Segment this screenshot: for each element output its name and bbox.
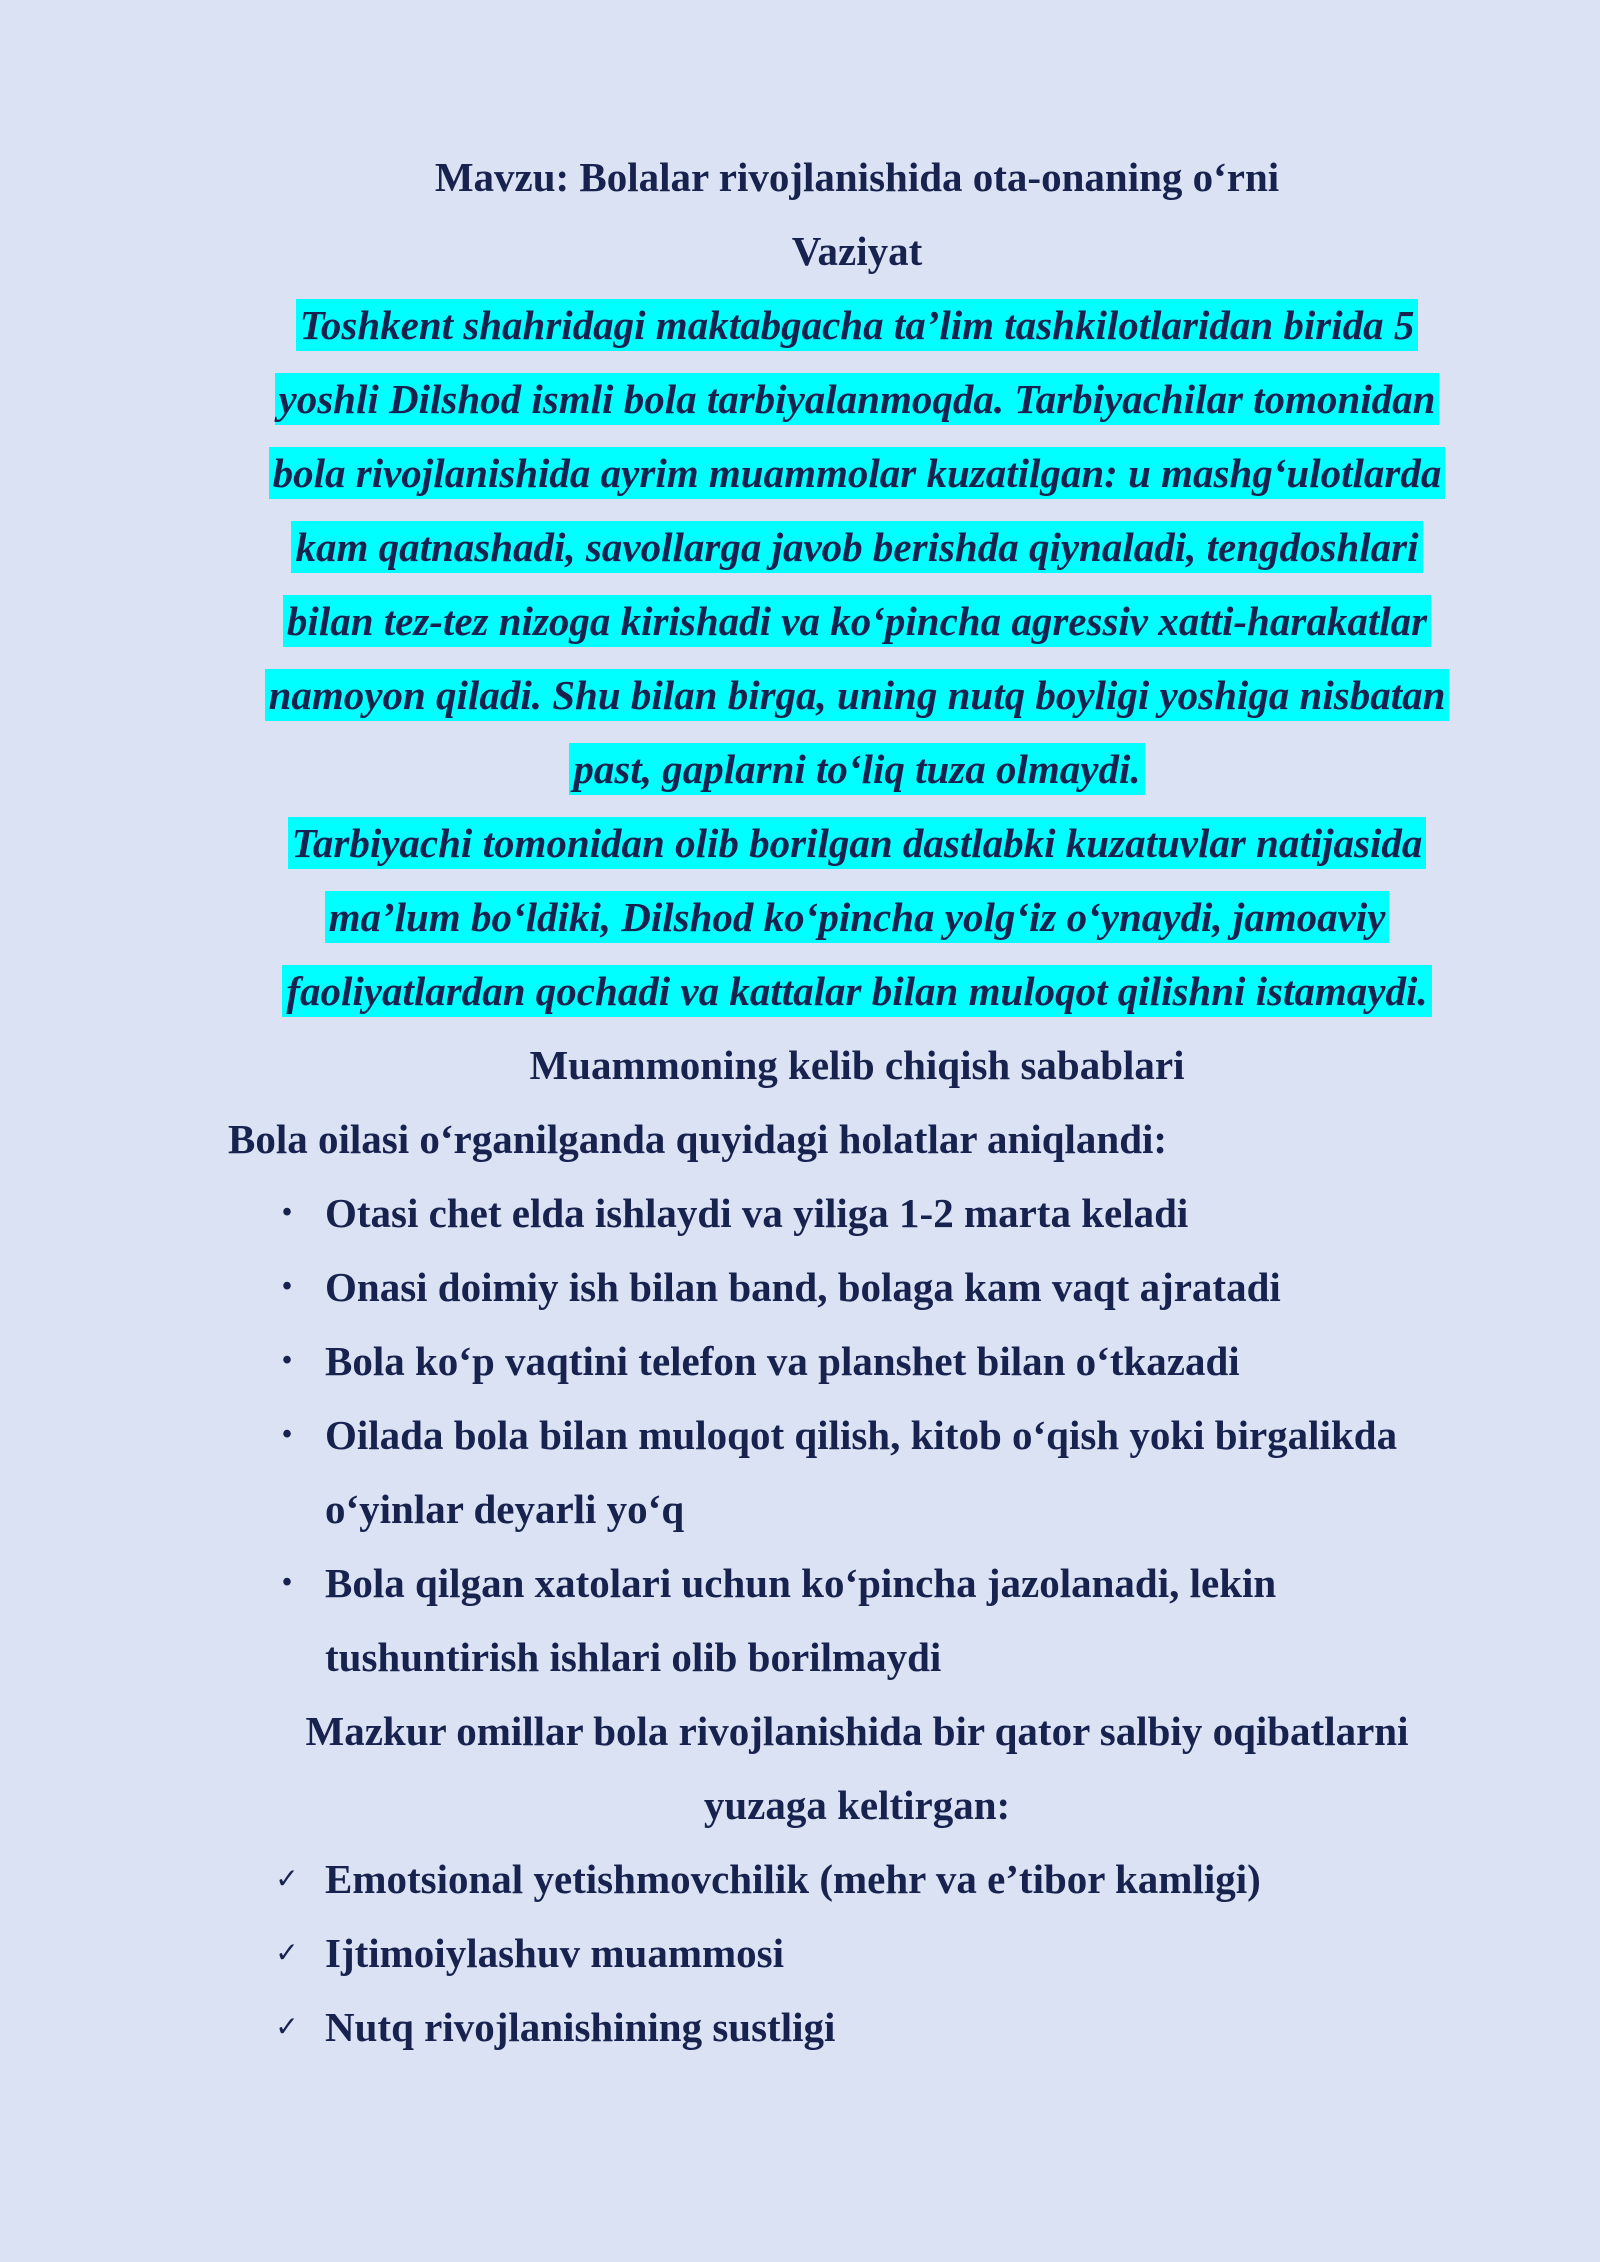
list-item [228, 1176, 1486, 1250]
checkmark-icon: ✓ [275, 1862, 299, 1895]
list-item-text: Oilada bola bilan muloqot qilish, kitob o‘qish yoki birgalikda [325, 1412, 1398, 1458]
list-item-text: Otasi chet elda ishlaydi va yiliga 1-2 marta keladi [325, 1190, 1189, 1236]
list-item [228, 1398, 1486, 1546]
situation-line: bola rivojlanishida ayrim muammolar kuzatilgan: u mashg‘ulotlarda [269, 447, 1446, 499]
list-item-text: Emotsional yetishmovchilik (mehr va e’tibor kamligi) [325, 1856, 1261, 1902]
situation-line: Toshkent shahridagi maktabgacha ta’lim tashkilotlaridan birida 5 [296, 299, 1419, 351]
list-item-text: o‘yinlar deyarli yo‘q [325, 1486, 685, 1532]
situation-line: kam qatnashadi, savollarga javob berishda qiynaladi, tengdoshlari [291, 521, 1422, 573]
situation-line: past, gaplarni to‘liq tuza olmaydi. [569, 743, 1144, 795]
document-title: Mavzu: Bolalar rivojlanishida ota-onaning o‘rni [434, 154, 1280, 200]
document-body [228, 140, 1486, 2064]
list-item [228, 1250, 1486, 1324]
situation-line: namoyon qiladi. Shu bilan birga, uning nutq boyligi yoshiga nisbatan [265, 669, 1450, 721]
situation-heading: Vaziyat [791, 228, 923, 274]
causes-heading: Muammoning kelib chiqish sabablari [529, 1042, 1185, 1088]
bullet-icon: • [282, 1419, 292, 1450]
observation-line: Tarbiyachi tomonidan olib borilgan dastlabki kuzatuvlar natijasida [288, 817, 1427, 869]
observation-line: ma’lum bo‘ldiki, Dilshod ko‘pincha yolg‘iz o‘ynaydi, jamoaviy [325, 891, 1390, 943]
bullet-icon: • [282, 1271, 292, 1302]
observation-paragraph [228, 806, 1486, 1028]
bullet-icon: • [282, 1345, 292, 1376]
checkmark-icon: ✓ [275, 2010, 299, 2043]
list-item [228, 1546, 1486, 1694]
list-item-text: Onasi doimiy ish bilan band, bolaga kam vaqt ajratadi [325, 1264, 1281, 1310]
list-item-text: Bola qilgan xatolari uchun ko‘pincha jazolanadi, lekin [325, 1560, 1277, 1606]
situation-line: yoshli Dilshod ismli bola tarbiyalanmoqda. Tarbiyachilar tomonidan [275, 373, 1440, 425]
family-intro: Bola oilasi o‘rganilganda quyidagi holatlar aniqlandi: [228, 1116, 1168, 1162]
consequence-intro-line: Mazkur omillar bola rivojlanishida bir qator salbiy oqibatlarni [305, 1708, 1409, 1754]
list-item [228, 1324, 1486, 1398]
situation-paragraph [228, 288, 1486, 806]
consequence-intro-line: yuzaga keltirgan: [703, 1782, 1011, 1828]
list-item-text: tushuntirish ishlari olib borilmaydi [325, 1634, 942, 1680]
bullet-icon: • [282, 1197, 292, 1228]
list-item [228, 1990, 1486, 2064]
bullet-icon: • [282, 1567, 292, 1598]
list-item [228, 1842, 1486, 1916]
list-item-text: Ijtimoiylashuv muammosi [325, 1930, 785, 1976]
checkmark-icon: ✓ [275, 1936, 299, 1969]
situation-line: bilan tez-tez nizoga kirishadi va ko‘pincha agressiv xatti-harakatlar [283, 595, 1431, 647]
list-item-text: Bola ko‘p vaqtini telefon va planshet bilan o‘tkazadi [325, 1338, 1240, 1384]
consequence-list [228, 1842, 1486, 2064]
family-list [228, 1176, 1486, 1694]
observation-line: faoliyatlardan qochadi va kattalar bilan muloqot qilishni istamaydi. [282, 965, 1431, 1017]
list-item [228, 1916, 1486, 1990]
list-item-text: Nutq rivojlanishining sustligi [325, 2004, 836, 2050]
